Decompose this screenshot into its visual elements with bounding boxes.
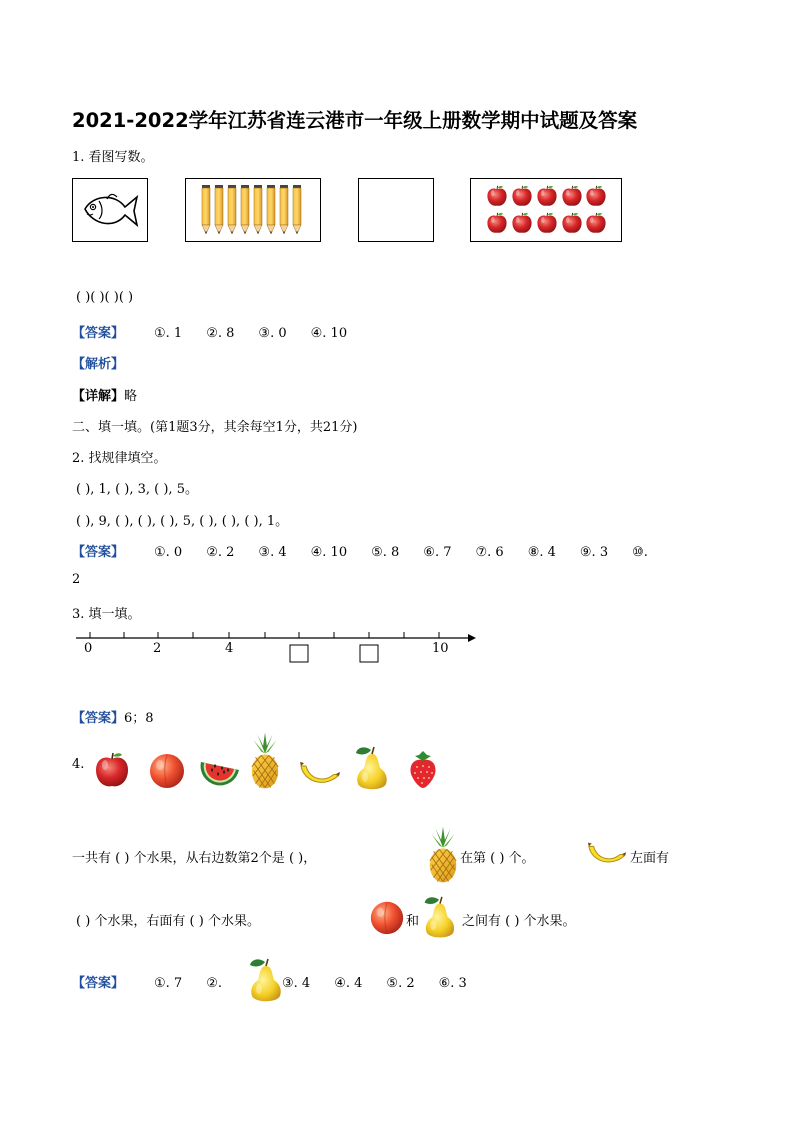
q1-apple-box xyxy=(470,178,622,242)
q4-line1-c: 左面有 xyxy=(630,851,670,866)
tick-label: 0 xyxy=(84,641,93,656)
q1-answer-2: ②. 8 xyxy=(206,326,235,341)
q1-fish-box xyxy=(72,178,148,242)
q1-empty-box xyxy=(358,178,434,242)
q1-answer-4: ④. 10 xyxy=(310,326,348,341)
tick-label: 10 xyxy=(432,641,449,656)
page-title: 2021-2022学年江苏省连云港市一年级上册数学期中试题及答案 xyxy=(72,109,638,132)
apples-icon xyxy=(471,179,621,241)
q1-pencil-box xyxy=(185,178,321,242)
strawberry-icon xyxy=(411,751,436,788)
detail-text: 略 xyxy=(124,389,138,404)
q3-answer: 6；8 xyxy=(124,711,154,726)
q4-line2-b: 和 xyxy=(406,914,420,929)
q2-line-1: ( ), 1, ( ), 3, ( ), 5。 xyxy=(76,482,198,497)
q4-line2-a: ( ) 个水果，右面有 ( ) 个水果。 xyxy=(76,914,260,929)
q1-answer-line xyxy=(72,322,371,341)
apple-icon xyxy=(96,753,128,786)
blank-box xyxy=(360,645,378,662)
pineapple-icon xyxy=(426,825,460,885)
q4-answer-2: ②. xyxy=(206,976,223,991)
q2-answer-10: ⑩. xyxy=(632,545,648,560)
q1-prompt: 1. 看图写数。 xyxy=(72,150,154,165)
q2-line-2: ( ), 9, ( ), ( ), ( ), 5, ( ), ( ), ( ), 1。 xyxy=(76,514,289,529)
answer-tag: 【答案】 xyxy=(72,545,125,560)
answer-tag: 【答案】 xyxy=(72,976,125,991)
section2-heading: 二、填一填。(第1题3分，其余每空1分，共21分) xyxy=(72,420,358,435)
watermelon-icon xyxy=(201,762,239,785)
q2-answer-6: ⑥. 7 xyxy=(423,545,452,560)
analysis-tag: 【解析】 xyxy=(72,357,125,372)
q2-answer-4: ④. 10 xyxy=(310,545,348,560)
answer-tag: 【答案】 xyxy=(72,326,125,341)
banana-icon xyxy=(586,840,628,870)
q1-answer-3: ③. 0 xyxy=(258,326,287,341)
answer-tag: 【答案】 xyxy=(72,711,125,726)
pencils-icon xyxy=(186,179,320,241)
q1-detail xyxy=(72,385,137,404)
tick-label: 4 xyxy=(225,641,234,656)
banana-icon xyxy=(300,762,340,782)
fish-icon xyxy=(73,179,147,241)
tick-label: 2 xyxy=(153,641,162,656)
q2-prompt: 2. 找规律填空。 xyxy=(72,451,167,466)
q4-answer-3: ③. 4 xyxy=(282,976,311,991)
q4-line1-a: 一共有 ( ) 个水果，从右边数第2个是 ( )， xyxy=(72,851,317,866)
q4-line1-b: 在第 ( ) 个。 xyxy=(460,851,535,866)
q4-answer-6: ⑥. 3 xyxy=(438,976,467,991)
q3-prompt: 3. 填一填。 xyxy=(72,607,141,622)
q2-answer-1: ①. 0 xyxy=(154,545,183,560)
q4-number: 4. xyxy=(72,757,85,772)
q2-answer-line xyxy=(72,541,648,560)
pear-icon xyxy=(420,894,460,940)
q2-answer-8: ⑧. 4 xyxy=(527,545,556,560)
pineapple-icon xyxy=(252,733,278,789)
q4-answer-5: ⑤. 2 xyxy=(386,976,415,991)
fruit-row xyxy=(92,730,442,794)
pear-icon xyxy=(246,956,286,1004)
q1-answer-1: ①. 1 xyxy=(154,326,183,341)
q2-answer-7: ⑦. 6 xyxy=(475,545,504,560)
blank-box xyxy=(290,645,308,662)
q3-answer-line xyxy=(72,707,154,726)
q1-blanks: ( )( )( )( ) xyxy=(76,290,134,305)
detail-tag: 【详解】 xyxy=(72,389,125,404)
q2-answer-9: ⑨. 3 xyxy=(579,545,609,560)
q2-answer-wrap: 2 xyxy=(72,572,81,587)
q4-line2-c: 之间有 ( ) 个水果。 xyxy=(462,914,576,929)
q2-answer-3: ③. 4 xyxy=(258,545,287,560)
q2-answer-2: ②. 2 xyxy=(206,545,235,560)
peach-icon xyxy=(368,898,406,936)
q2-answer-5: ⑤. 8 xyxy=(371,545,400,560)
q4-answer-1: ①. 7 xyxy=(154,976,183,991)
q4-answer-4: ④. 4 xyxy=(334,976,363,991)
pear-icon xyxy=(356,747,387,789)
peach-icon xyxy=(150,754,184,788)
number-line xyxy=(72,628,476,668)
